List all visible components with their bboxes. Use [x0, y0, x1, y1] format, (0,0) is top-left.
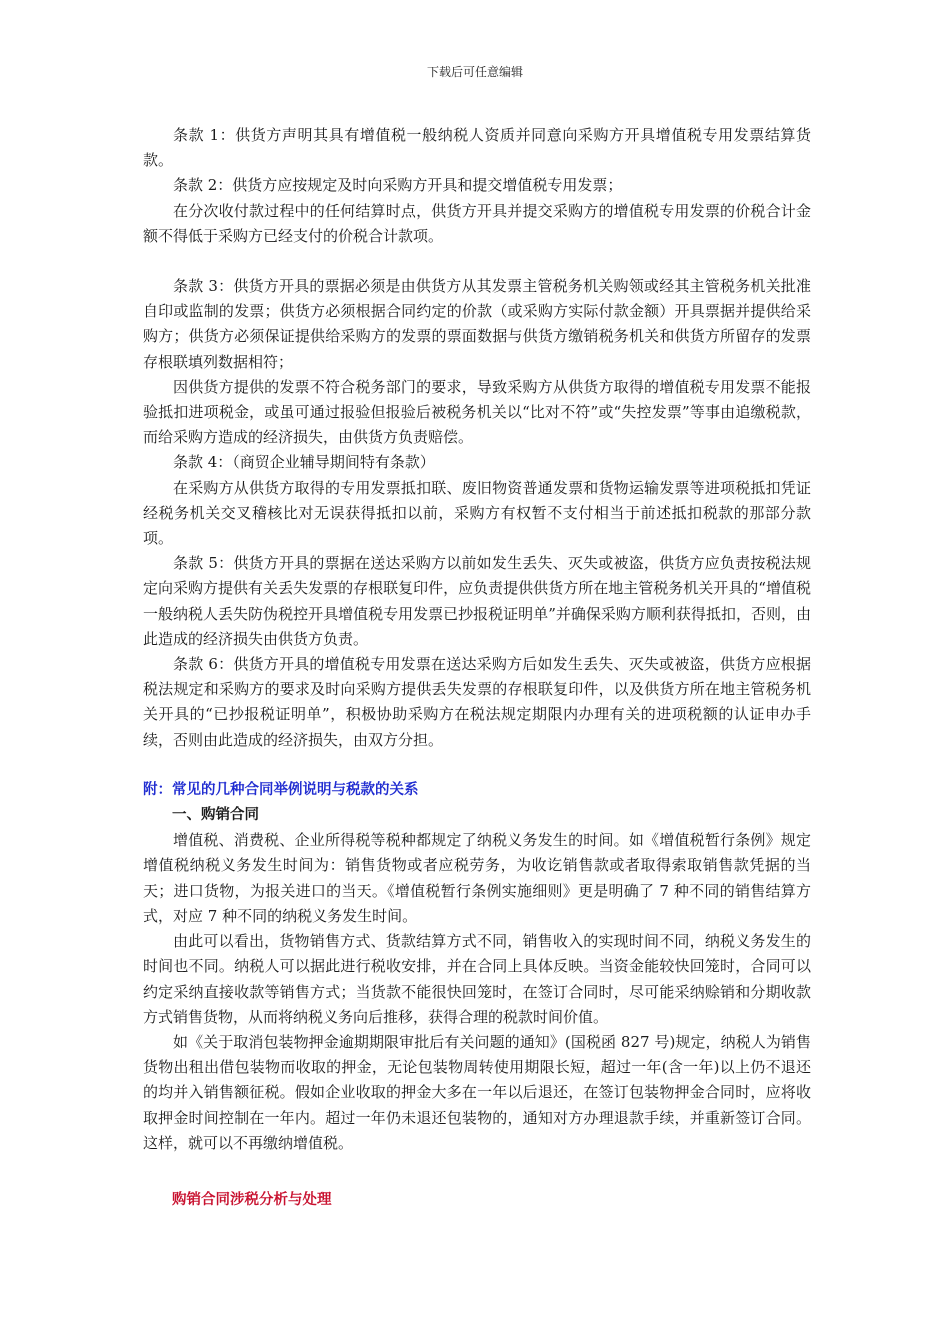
section-heading-sales-contract: 一、购销合同 [172, 807, 259, 824]
blank-line [143, 753, 811, 778]
clause-2-detail-paragraph: 在分次收付款过程中的任何结算时点，供货方开具并提交采购方的增值税专用发票的价税合计金额不得低于采购方已经支付的价税合计款项。 [143, 201, 811, 245]
blank-line [143, 249, 811, 274]
appendix-title: 附：常见的几种合同举例说明与税款的关系 [143, 781, 419, 798]
page-header: 下载后可任意编辑 [426, 65, 523, 79]
red-subheading: 购销合同涉税分析与处理 [172, 1191, 332, 1208]
appendix-paragraph-1: 增值税、消费税、企业所得税等税种都规定了纳税义务发生的时间。如《增值税暂行条例》规定增值税纳税义务发生时间为：销售货物或者应税劳务，为收讫销售款或者取得索取销售款凭据的当天；进口货物，为报关进口的当天。《增值税暂行条例实施细则》更是明确了 7 种不同的销售结算方式，对应 7 种不同的纳税义务发生时间。 [143, 831, 811, 925]
clause-2-paragraph: 条款 2：供货方应按规定及时向采购方开具和提交增值税专用发票； [173, 176, 623, 195]
clause-4-paragraph: 条款 4：（商贸企业辅导期间特有条款） [173, 453, 435, 472]
blank-line [143, 1156, 811, 1188]
clause-3-detail-paragraph: 因供货方提供的发票不符合税务部门的要求，导致采购方从供货方取得的增值税专用发票不能报验抵扣进项税金，或虽可通过报验但报验后被税务机关以“比对不符”或“失控发票”等事由追缴税款，而给采购方造成的经济损失，由供货方负责赔偿。 [143, 377, 811, 447]
appendix-paragraph-3: 如《关于取消包装物押金逾期期限审批后有关问题的通知》(国税函 827 号)规定，纳税人为销售货物出租出借包装物而收取的押金，无论包装物周转使用期限长短，超过一年(含一年)以上仍不退还的均并入销售额征税。假如企业收取的押金大多在一年以后退还，在签订包装物押金合同时，应将收取押金时间控制在一年内。超过一年仍未退还包装物的，通知对方办理退款手续，并重新签订合同。这样，就可以不再缴纳增值税。 [143, 1032, 811, 1152]
clause-5-paragraph: 条款 5：供货方开具的票据在送达采购方以前如发生丢失、灭失或被盗，供货方应负责按税法规定向采购方提供有关丢失发票的存根联复印件，应负责提供供货方所在地主管税务机关开具的“增值税一般纳税人丢失防伪税控开具增值税专用发票已抄报税证明单”并确保采购方顺利获得抵扣，否则，由此造成的经济损失由供货方负责。 [143, 554, 811, 648]
clause-3-paragraph: 条款 3：供货方开具的票据必须是由供货方从其发票主管税务机关购领或经其主管税务机关批准自印或监制的发票；供货方必须根据合同约定的价款（或采购方实际付款金额）开具票据并提供给采购方；供货方必须保证提供给采购方的发票的票面数据与供货方缴销税务机关和供货方所留存的发票存根联填列数据相符； [143, 277, 811, 371]
clause-6-paragraph: 条款 6：供货方开具的增值税专用发票在送达采购方后如发生丢失、灭失或被盗，供货方应根据税法规定和采购方的要求及时向采购方提供丢失发票的存根联复印件，以及供货方所在地主管税务机关开具的“已抄报税证明单”，积极协助采购方在税法规定期限内办理有关的进项税额的认证申办手续，否则由此造成的经济损失，由双方分担。 [143, 655, 811, 749]
clause-1-paragraph: 条款 1：供货方声明其具有增值税一般纳税人资质并同意向采购方开具增值税专用发票结算货款。 [143, 126, 811, 170]
clause-4-detail-paragraph: 在采购方从供货方取得的专用发票抵扣联、废旧物资普通发票和货物运输发票等进项税抵扣凭证经税务机关交叉稽核比对无误获得抵扣以前，采购方有权暂不支付相当于前述抵扣税款的那部分款项。 [143, 478, 811, 548]
document-body [143, 123, 811, 1213]
appendix-paragraph-2: 由此可以看出，货物销售方式、货款结算方式不同，销售收入的实现时间不同，纳税义务发生的时间也不同。纳税人可以据此进行税收安排，并在合同上具体反映。当资金能较快回笼时，合同可以约定采纳直接收款等销售方式；当货款不能很快回笼时，在签订合同时，尽可能采纳赊销和分期收款方式销售货物，从而将纳税义务向后推移，获得合理的税款时间价值。 [143, 932, 811, 1026]
